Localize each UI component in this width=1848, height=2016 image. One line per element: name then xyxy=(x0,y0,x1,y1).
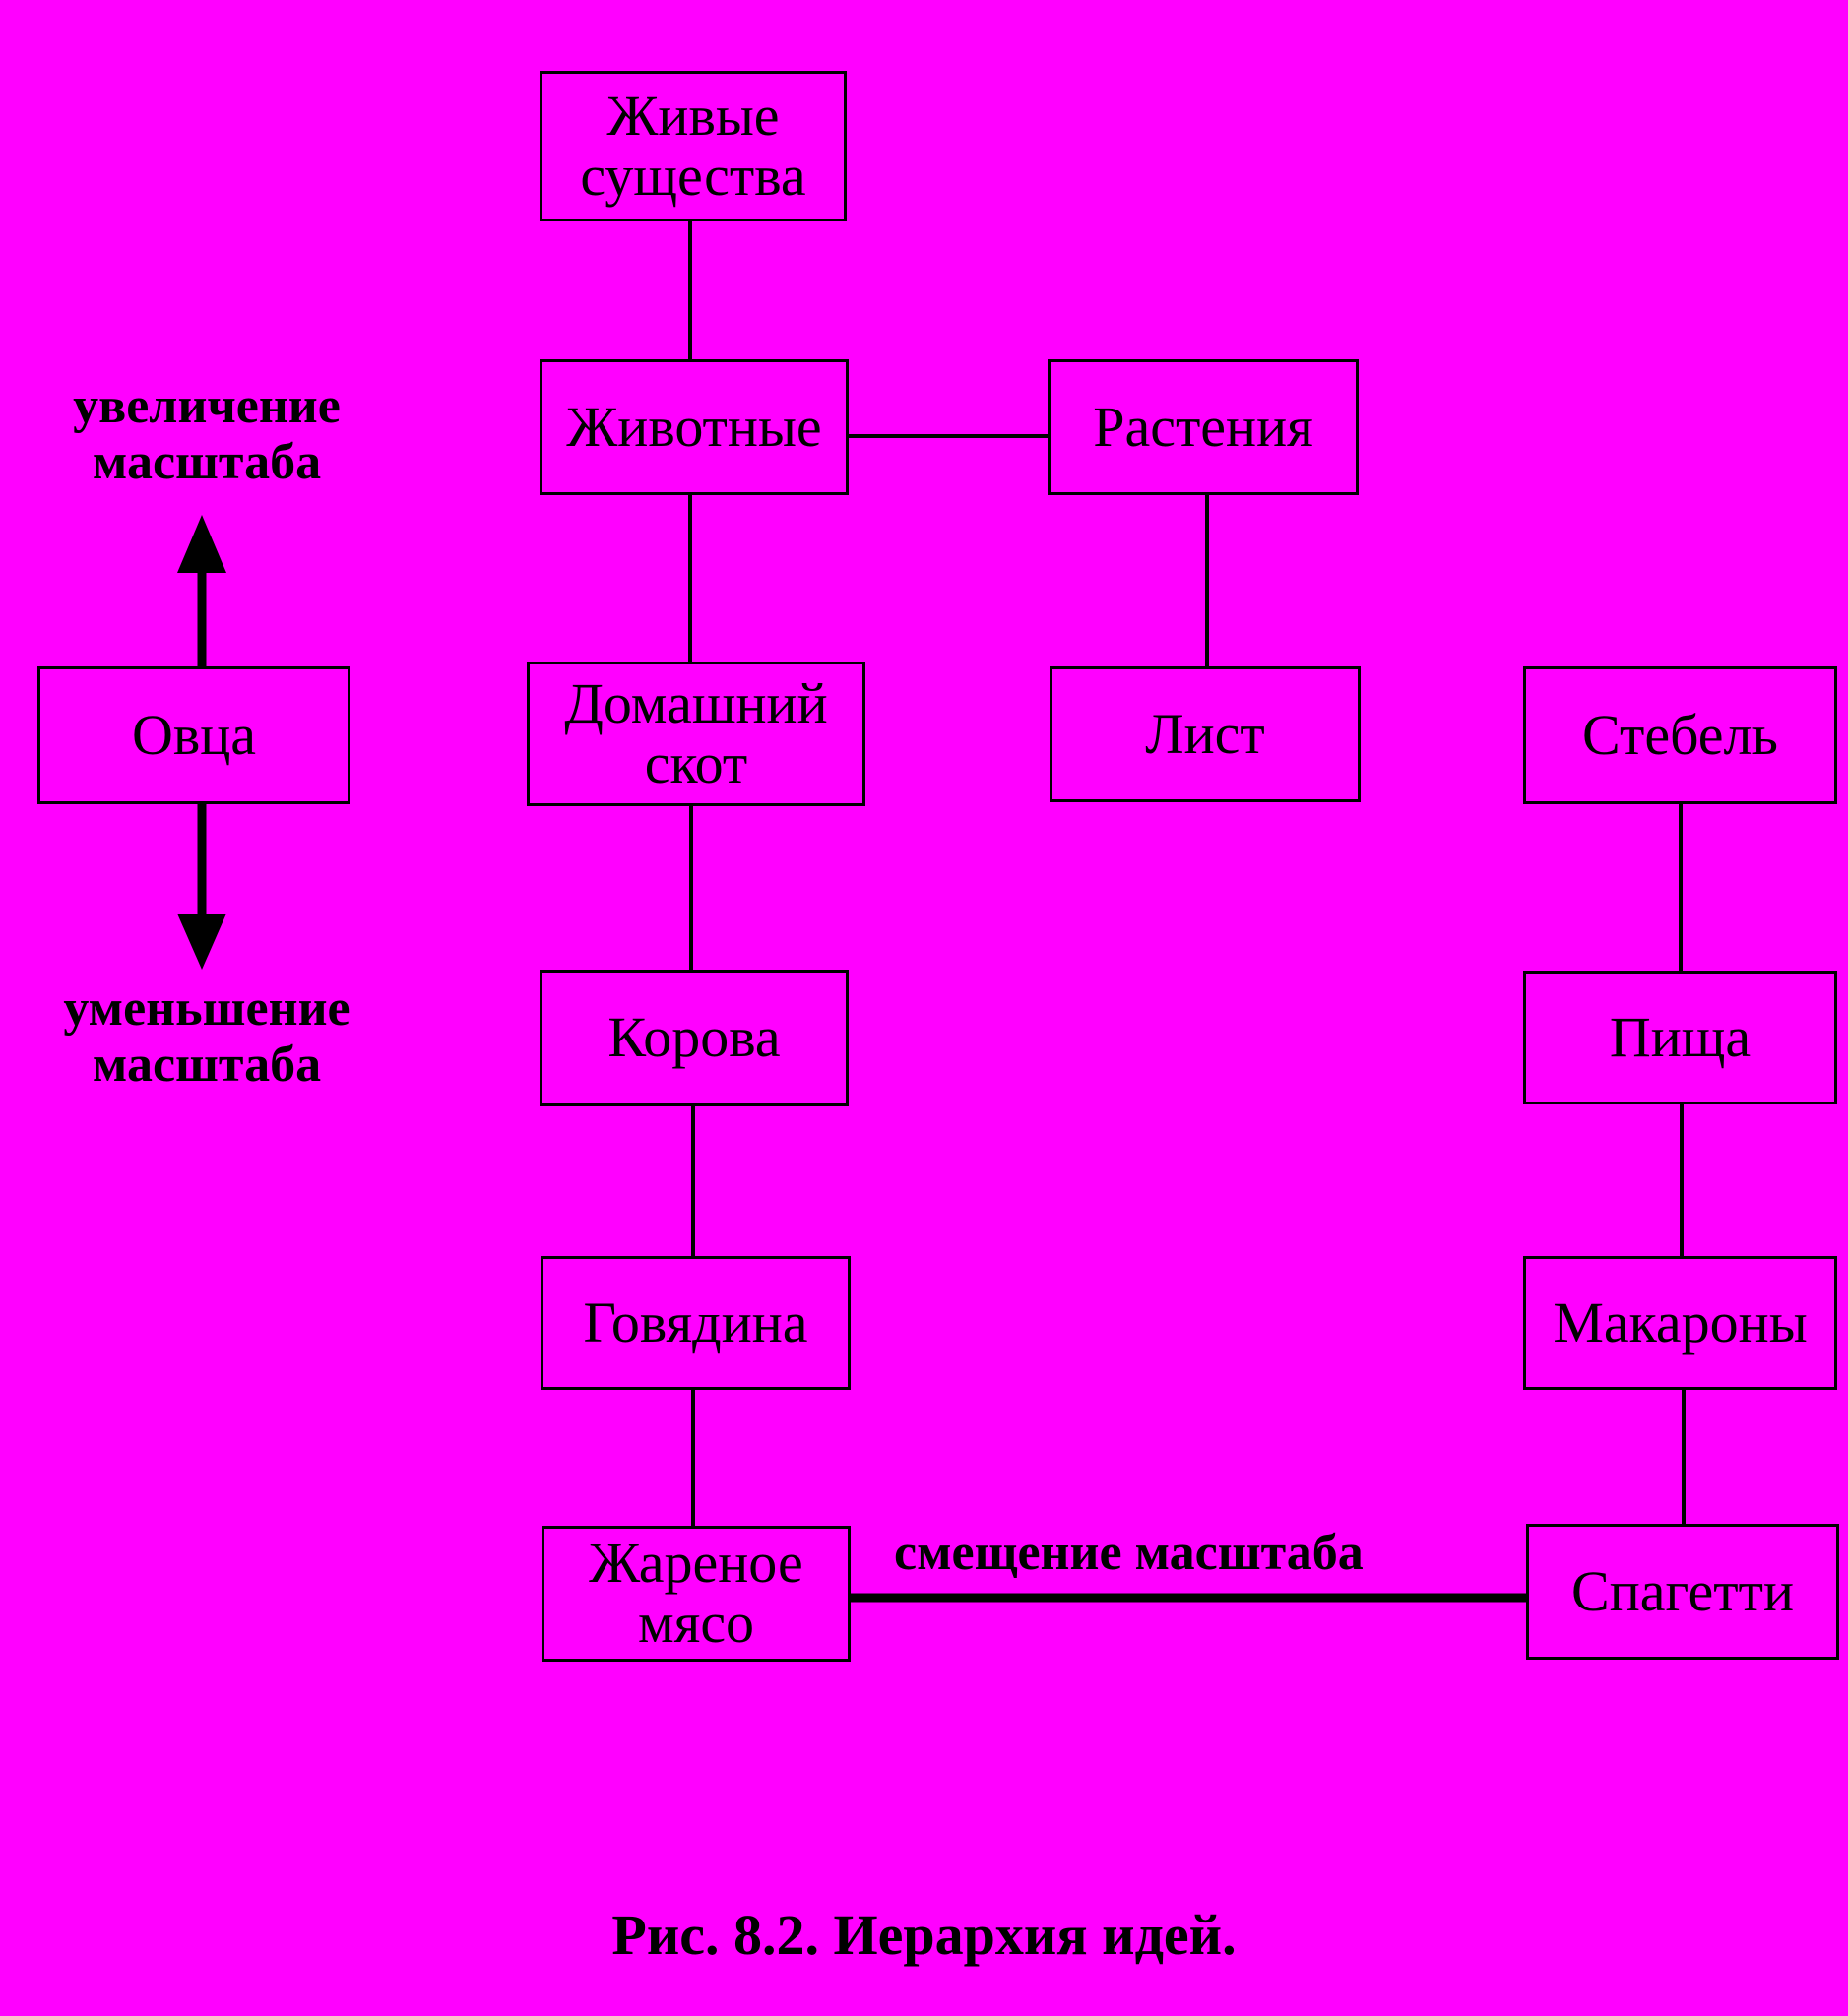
arrow-up-head xyxy=(177,515,226,573)
arrow-down-head xyxy=(177,914,226,970)
node-zhivotnye: Животные xyxy=(540,359,849,495)
label-increase-scale: увеличение масштаба xyxy=(73,378,341,491)
node-ovtsa: Овца xyxy=(37,666,350,804)
label-decrease-scale: уменьшение масштаба xyxy=(63,980,350,1094)
figure-caption: Рис. 8.2. Иерархия идей. xyxy=(611,1903,1237,1967)
node-stebel: Стебель xyxy=(1523,666,1837,804)
label-scale-shift: смещение масштаба xyxy=(894,1525,1364,1581)
node-domashniy-skot: Домашний скот xyxy=(527,662,865,806)
node-pishcha: Пища xyxy=(1523,971,1837,1104)
node-list: Лист xyxy=(1050,666,1361,802)
node-makarony: Макароны xyxy=(1523,1256,1837,1390)
node-zharenoe-myaso: Жареное мясо xyxy=(542,1526,851,1662)
node-govyadina: Говядина xyxy=(541,1256,851,1390)
node-rasteniya: Растения xyxy=(1048,359,1359,495)
node-korova: Корова xyxy=(540,970,849,1106)
node-zhivye-sushchestva: Живые существа xyxy=(540,71,847,221)
node-spagetti: Спагетти xyxy=(1526,1524,1839,1660)
